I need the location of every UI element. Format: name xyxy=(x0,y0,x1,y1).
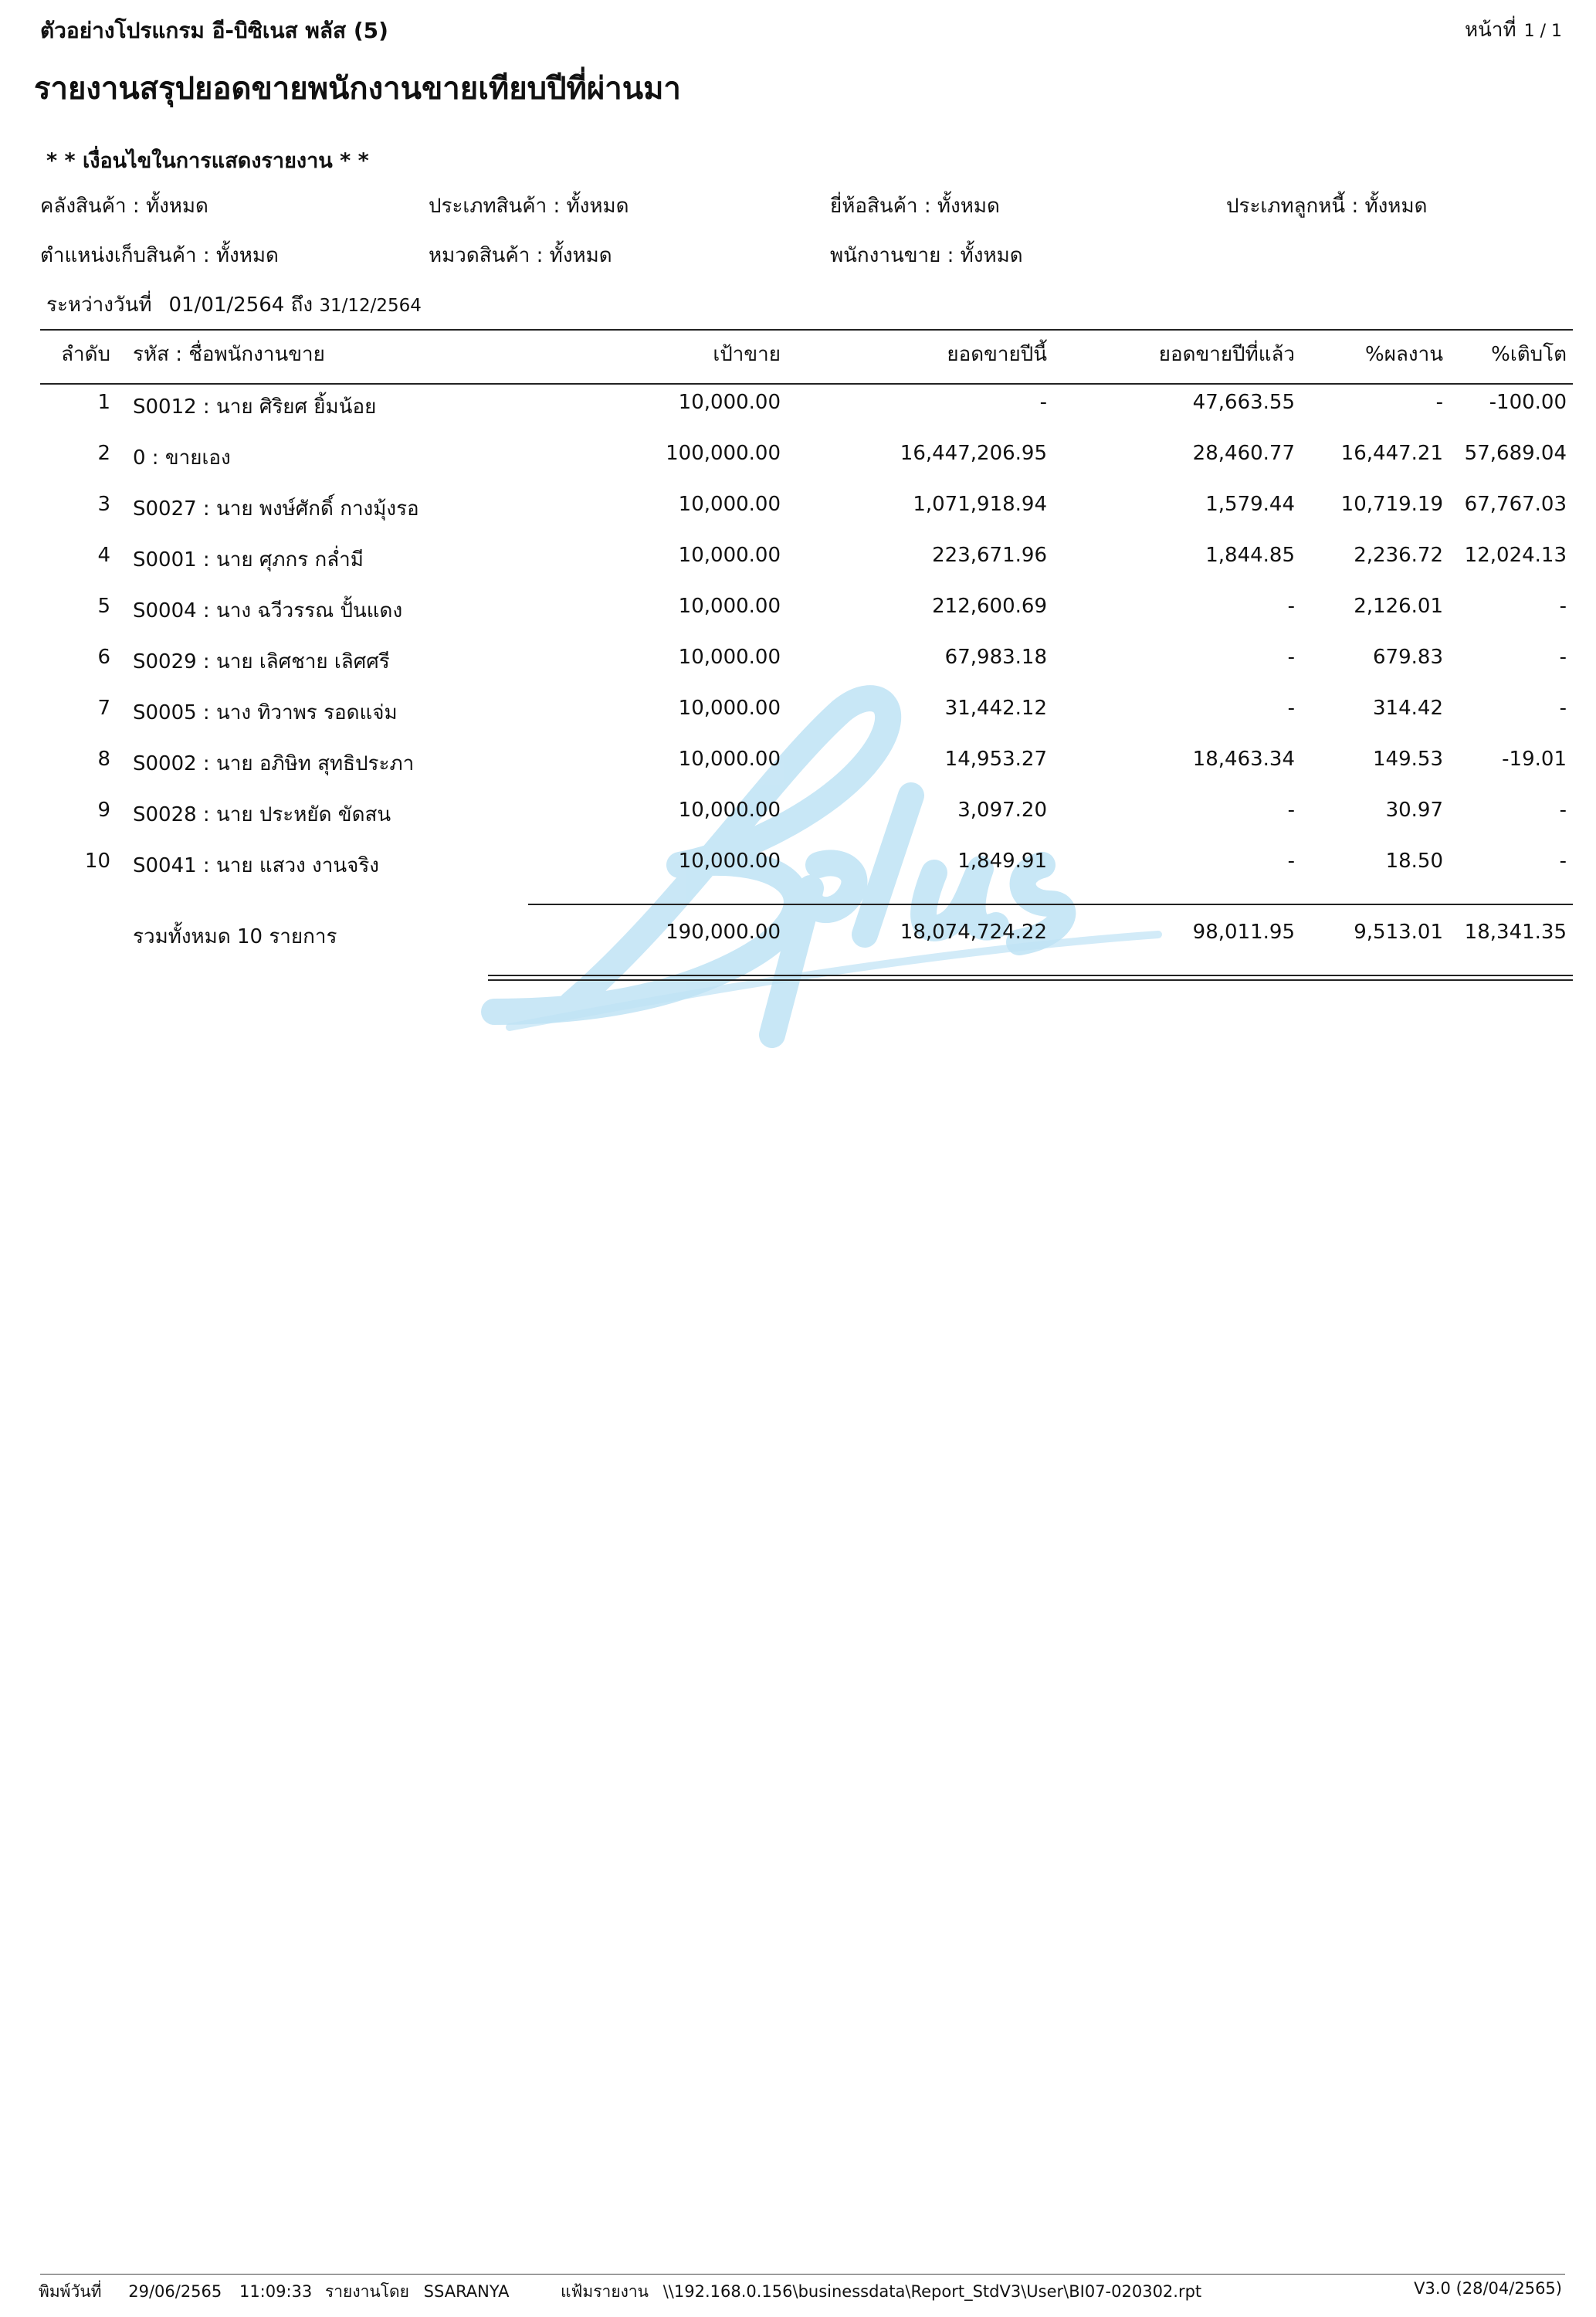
cell-name: S0004 : นาง ฉวีวรรณ ปั้นแดง xyxy=(133,599,403,623)
cell-name: S0028 : นาย ประหยัด ขัดสน xyxy=(133,803,391,826)
cell-growth: - xyxy=(1559,697,1567,720)
cell-previous-sales: 18,463.34 xyxy=(1192,748,1295,771)
company-name: ตัวอย่างโปรแกรม อี-บิซิเนส พลัส (5) xyxy=(40,18,388,43)
table-row xyxy=(0,697,1596,743)
total-growth: 18,341.35 xyxy=(1464,921,1567,944)
table-row xyxy=(0,493,1596,539)
table-row xyxy=(0,748,1596,794)
footer-printed-time: 11:09:33 xyxy=(239,2282,313,2301)
cell-previous-sales: - xyxy=(1287,595,1295,618)
cell-name: S0002 : นาย อภิษิท สุทธิประภา xyxy=(133,752,415,775)
cell-current-sales: 212,600.69 xyxy=(932,595,1047,618)
table-header-row xyxy=(0,338,1596,385)
total-label: รวมทั้งหมด 10 รายการ xyxy=(133,925,337,948)
cell-current-sales: 31,442.12 xyxy=(944,697,1047,720)
cell-performance: 10,719.19 xyxy=(1340,493,1443,516)
total-previous-sales: 98,011.95 xyxy=(1192,921,1295,944)
cell-target: 10,000.00 xyxy=(678,646,781,669)
table-row xyxy=(0,595,1596,641)
header-target: เป้าขาย xyxy=(713,343,781,366)
cell-no: 4 xyxy=(97,544,110,567)
cell-growth: 12,024.13 xyxy=(1464,544,1567,567)
cell-growth: 57,689.04 xyxy=(1464,442,1567,465)
cell-no: 8 xyxy=(97,748,110,771)
header-growth: %เติบโต xyxy=(1491,343,1567,366)
cell-growth: - xyxy=(1559,595,1567,618)
total-current-sales: 18,074,724.22 xyxy=(900,921,1047,944)
cell-name: S0027 : นาย พงษ์ศักดิ์ กางมุ้งรอ xyxy=(133,497,419,521)
header-previous-sales: ยอดขายปีที่แล้ว xyxy=(1158,343,1295,366)
cell-previous-sales: - xyxy=(1287,646,1295,669)
footer-printed-date: 29/06/2565 xyxy=(128,2282,222,2301)
header-no: ลำดับ xyxy=(61,343,110,366)
cell-performance: 16,447.21 xyxy=(1340,442,1443,465)
cell-name: 0 : ขายเอง xyxy=(133,446,231,470)
cell-current-sales: 1,071,918.94 xyxy=(913,493,1047,516)
condition-customer-type: ประเภทลูกหนี้ : ทั้งหมด xyxy=(1226,195,1428,218)
date-from: 01/01/2564 ถึง xyxy=(168,293,313,317)
cell-previous-sales: 47,663.55 xyxy=(1192,391,1295,414)
footer-by-label: รายงานโดย xyxy=(324,2282,409,2301)
condition-category: หมวดสินค้า : ทั้งหมด xyxy=(429,244,612,267)
cell-growth: - xyxy=(1559,850,1567,873)
cell-target: 10,000.00 xyxy=(678,544,781,567)
table-row xyxy=(0,391,1596,437)
cell-performance: 30.97 xyxy=(1385,799,1443,822)
cell-target: 100,000.00 xyxy=(666,442,781,465)
cell-performance: 2,236.72 xyxy=(1354,544,1443,567)
cell-target: 10,000.00 xyxy=(678,493,781,516)
cell-performance: 2,126.01 xyxy=(1354,595,1443,618)
cell-previous-sales: 1,579.44 xyxy=(1205,493,1295,516)
cell-previous-sales: - xyxy=(1287,850,1295,873)
cell-name: S0029 : นาย เลิศชาย เลิศศรี xyxy=(133,650,390,673)
condition-brand: ยี่ห้อสินค้า : ทั้งหมด xyxy=(830,195,1000,218)
cell-current-sales: 223,671.96 xyxy=(932,544,1047,567)
date-range xyxy=(46,289,422,321)
date-range-label: ระหว่างวันที่ xyxy=(46,293,152,317)
table-row xyxy=(0,850,1596,896)
cell-growth: -19.01 xyxy=(1502,748,1567,771)
condition-salesperson: พนักงานขาย : ทั้งหมด xyxy=(830,244,1023,267)
cell-current-sales: 1,849.91 xyxy=(957,850,1047,873)
total-target: 190,000.00 xyxy=(666,921,781,944)
condition-location: ตำแหน่งเก็บสินค้า : ทั้งหมด xyxy=(40,244,279,267)
cell-previous-sales: - xyxy=(1287,697,1295,720)
table-row xyxy=(0,646,1596,692)
cell-growth: - xyxy=(1559,799,1567,822)
page-number xyxy=(1465,14,1562,46)
cell-no: 1 xyxy=(97,391,110,414)
cell-previous-sales: 1,844.85 xyxy=(1205,544,1295,567)
cell-current-sales: 3,097.20 xyxy=(957,799,1047,822)
header-current-sales: ยอดขายปีนี้ xyxy=(947,343,1047,366)
report-title: รายงานสรุปยอดขายพนักงานขายเทียบปีที่ผ่านมา xyxy=(34,71,681,107)
page-label: หน้าที่ xyxy=(1464,19,1516,42)
cell-previous-sales: 28,460.77 xyxy=(1192,442,1295,465)
condition-warehouse: คลังสินค้า : ทั้งหมด xyxy=(40,195,208,218)
cell-name: S0041 : นาย แสวง งานจริง xyxy=(133,854,379,877)
footer-file-label: แฟ้มรายงาน xyxy=(561,2282,649,2301)
cell-target: 10,000.00 xyxy=(678,595,781,618)
table-row xyxy=(0,442,1596,488)
cell-no: 6 xyxy=(97,646,110,669)
header-name: รหัส : ชื่อพนักงานขาย xyxy=(133,343,325,366)
cell-performance: 18.50 xyxy=(1385,850,1443,873)
total-row xyxy=(0,921,1596,967)
cell-current-sales: 16,447,206.95 xyxy=(900,442,1047,465)
header-performance: %ผลงาน xyxy=(1365,343,1443,366)
conditions-heading: * * เงื่อนไขในการแสดงรายงาน * * xyxy=(46,149,369,173)
page-number-value: 1 / 1 xyxy=(1523,22,1562,41)
cell-no: 5 xyxy=(97,595,110,618)
cell-name: S0001 : นาย ศุภกร กล่ำมี xyxy=(133,548,364,572)
cell-growth: 67,767.03 xyxy=(1464,493,1567,516)
cell-growth: - xyxy=(1559,646,1567,669)
cell-target: 10,000.00 xyxy=(678,391,781,414)
cell-target: 10,000.00 xyxy=(678,850,781,873)
total-double-rule-2 xyxy=(488,979,1573,981)
cell-name: S0012 : นาย ศิริยศ ยิ้มน้อย xyxy=(133,395,377,419)
cell-no: 10 xyxy=(84,850,110,873)
cell-current-sales: 67,983.18 xyxy=(944,646,1047,669)
table-row xyxy=(0,799,1596,845)
cell-no: 3 xyxy=(97,493,110,516)
footer-printed xyxy=(39,2279,509,2305)
cell-performance: 314.42 xyxy=(1373,697,1443,720)
cell-growth: -100.00 xyxy=(1489,391,1567,414)
cell-performance: - xyxy=(1435,391,1443,414)
cell-current-sales: - xyxy=(1039,391,1047,414)
footer-file-path: \\192.168.0.156\businessdata\Report_StdV3\User\BI07-020302.rpt xyxy=(662,2282,1202,2301)
cell-target: 10,000.00 xyxy=(678,697,781,720)
table-header-rule xyxy=(40,383,1573,385)
cell-no: 2 xyxy=(97,442,110,465)
table-top-rule xyxy=(40,329,1573,331)
cell-name: S0005 : นาง ทิวาพร รอดแจ่ม xyxy=(133,701,398,724)
footer-by-user: SSARANYA xyxy=(423,2282,510,2301)
cell-target: 10,000.00 xyxy=(678,799,781,822)
cell-previous-sales: - xyxy=(1287,799,1295,822)
total-top-rule xyxy=(528,904,1573,905)
cell-performance: 149.53 xyxy=(1373,748,1443,771)
footer-printed-label: พิมพ์วันที่ xyxy=(39,2282,102,2301)
footer-file xyxy=(561,2279,1201,2305)
total-double-rule-1 xyxy=(488,975,1573,976)
cell-current-sales: 14,953.27 xyxy=(944,748,1047,771)
cell-target: 10,000.00 xyxy=(678,748,781,771)
footer-version: V3.0 (28/04/2565) xyxy=(1414,2279,1562,2298)
cell-performance: 679.83 xyxy=(1373,646,1443,669)
footer-rule xyxy=(40,2274,1565,2275)
date-to: 31/12/2564 xyxy=(319,296,422,316)
cell-no: 7 xyxy=(97,697,110,720)
cell-no: 9 xyxy=(97,799,110,822)
total-performance: 9,513.01 xyxy=(1354,921,1443,944)
table-row xyxy=(0,544,1596,590)
condition-product-type: ประเภทสินค้า : ทั้งหมด xyxy=(429,195,629,218)
